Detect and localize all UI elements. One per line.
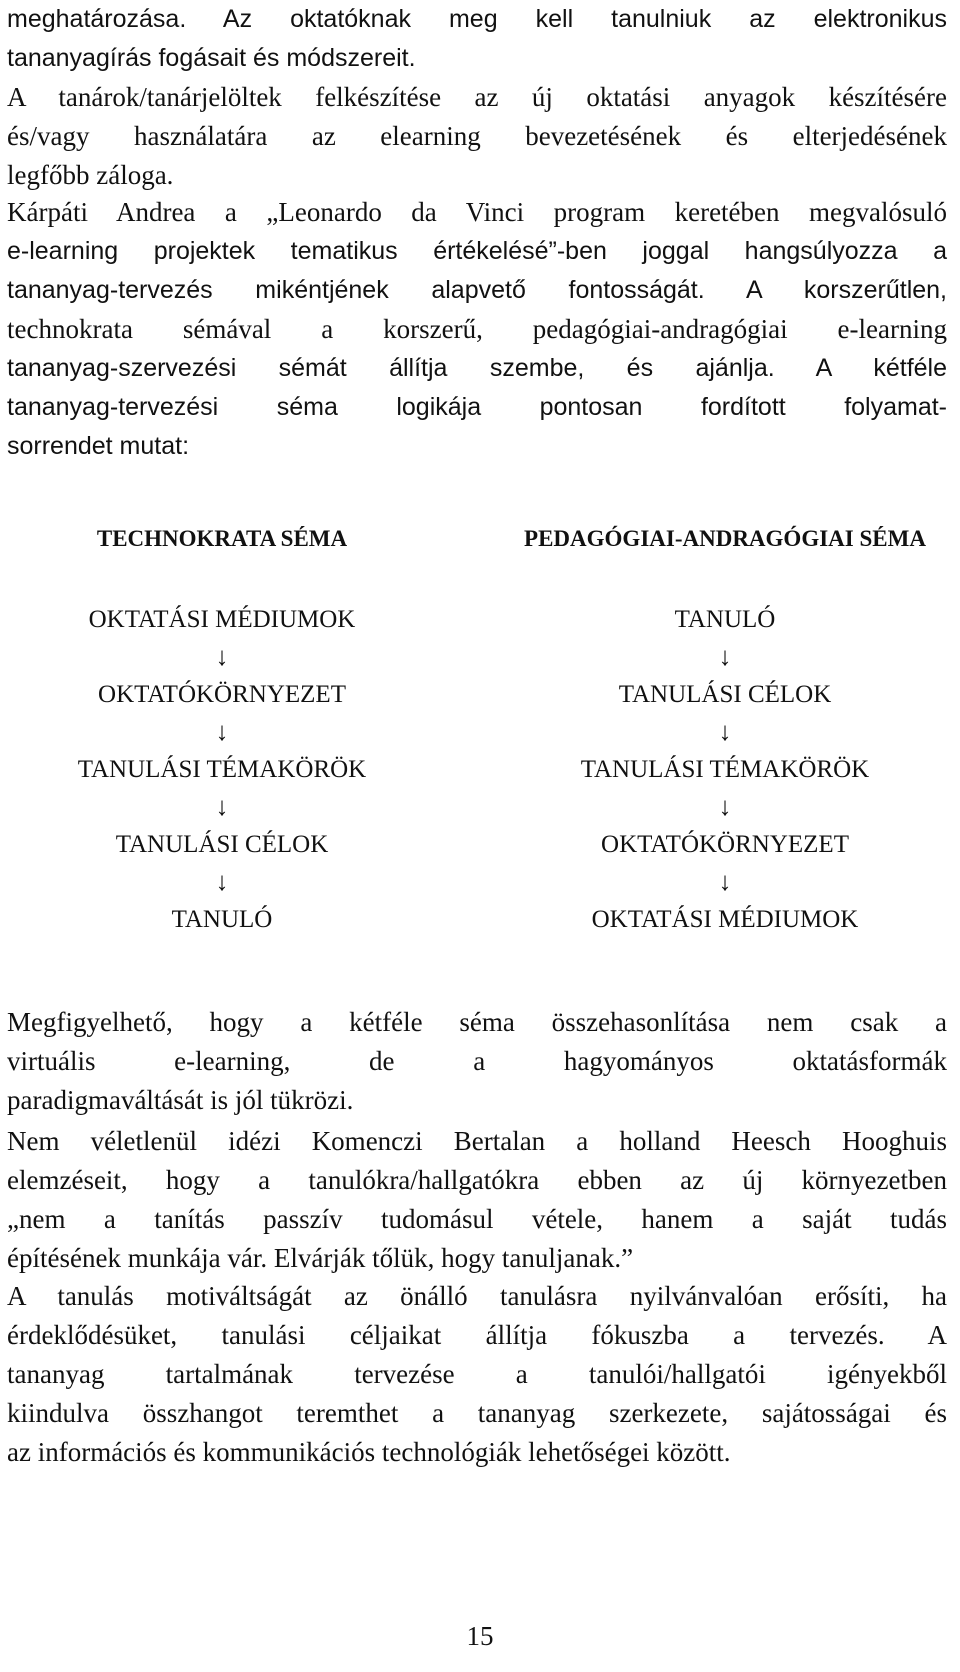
text-line: Kárpáti Andrea a „Leonardo da Vinci program keretében megvalósuló	[7, 197, 947, 227]
down-arrow-icon: ↓	[215, 867, 229, 896]
komenczi-paragraph	[7, 1122, 947, 1278]
scheme-step: OKTATÁSI MÉDIUMOK	[591, 906, 859, 933]
down-arrow-icon: ↓	[215, 792, 229, 821]
scheme-step: TANULÓ	[674, 606, 776, 633]
text-line: Megfigyelhető, hogy a kétféle séma összehasonlítása nem csak a	[7, 1007, 947, 1037]
down-arrow-icon: ↓	[718, 792, 732, 821]
text-line: paradigmaváltását is jól tükrözi.	[7, 1085, 354, 1115]
down-arrow-icon: ↓	[718, 867, 732, 896]
scheme-step: TANULÁSI TÉMAKÖRÖK	[580, 756, 870, 783]
text-line: tananyag-tervezési séma logikája pontosan fordított folyamat-	[7, 393, 947, 421]
text-line: meghatározása. Az oktatóknak meg kell tanulniuk az elektronikus	[7, 5, 947, 33]
down-arrow-icon: ↓	[215, 642, 229, 671]
text-line: tananyag-tervezés mikéntjének alapvető fontosságát. A korszerűtlen,	[7, 276, 947, 304]
tanulas-paragraph	[7, 1277, 947, 1472]
karpati-paragraph	[7, 193, 947, 466]
scheme-step: OKTATÓKÖRNYEZET	[98, 681, 346, 708]
scheme-step: TANULÁSI CÉLOK	[618, 681, 832, 708]
text-line: az információs és kommunikációs technológiák lehetőségei között.	[7, 1437, 731, 1467]
down-arrow-icon: ↓	[718, 642, 732, 671]
scheme-step: OKTATÁSI MÉDIUMOK	[88, 606, 356, 633]
text-line: Nem véletlenül idézi Komenczi Bertalan a holland Heesch Hooghuis	[7, 1126, 947, 1156]
text-line: e-learning projektek tematikus értékelésé”-ben joggal hangsúlyozza a	[7, 237, 947, 265]
text-line: virtuális e-learning, de a hagyományos oktatásformák	[7, 1046, 947, 1076]
text-line: A tanárok/tanárjelöltek felkészítése az új oktatási anyagok készítésére	[7, 82, 947, 112]
text-line: tananyag-szervezési sémát állítja szembe, és ajánlja. A kétféle	[7, 354, 947, 382]
down-arrow-icon: ↓	[718, 717, 732, 746]
scheme-step: OKTATÓKÖRNYEZET	[601, 831, 849, 858]
megfigyelheto-paragraph	[7, 1003, 947, 1120]
text-line: sorrendet mutat:	[7, 432, 190, 460]
scheme-step: TANULÓ	[171, 906, 273, 933]
text-line: technokrata sémával a korszerű, pedagógiai-andragógiai e-learning	[7, 314, 947, 344]
text-line: tananyag tartalmának tervezése a tanulói/hallgatói igényekből	[7, 1359, 947, 1389]
text-line: „nem a tanítás passzív tudomásul vétele, hanem a saját tudás	[7, 1204, 947, 1234]
text-line: és/vagy használatára az elearning bevezetésének és elterjedésének	[7, 121, 947, 151]
intro-paragraph	[7, 0, 947, 195]
text-line: A tanulás motiváltságát az önálló tanulásra nyilvánvalóan erősíti, ha	[7, 1281, 947, 1311]
down-arrow-icon: ↓	[215, 717, 229, 746]
text-line: legfőbb záloga.	[7, 160, 174, 190]
text-line: érdeklődésüket, tanulási céljaikat állítja fókuszba a tervezés. A	[7, 1320, 947, 1350]
technocrat-scheme-heading: TECHNOKRATA SÉMA	[96, 526, 348, 551]
text-line: kiindulva összhangot teremthet a tananyag szerkezete, sajátosságai és	[7, 1398, 947, 1428]
text-line: építésének munkája vár. Elvárják tőlük, hogy tanuljanak.”	[7, 1243, 634, 1273]
text-line: elemzéseit, hogy a tanulókra/hallgatókra ebben az új környezetben	[7, 1165, 947, 1195]
page-number: 15	[466, 1621, 494, 1651]
text-line: tananyagírás fogásait és módszereit.	[7, 44, 416, 72]
scheme-step: TANULÁSI CÉLOK	[115, 831, 329, 858]
scheme-step: TANULÁSI TÉMAKÖRÖK	[77, 756, 367, 783]
pedagogical-scheme-heading: PEDAGÓGIAI-ANDRAGÓGIAI SÉMA	[524, 526, 926, 551]
